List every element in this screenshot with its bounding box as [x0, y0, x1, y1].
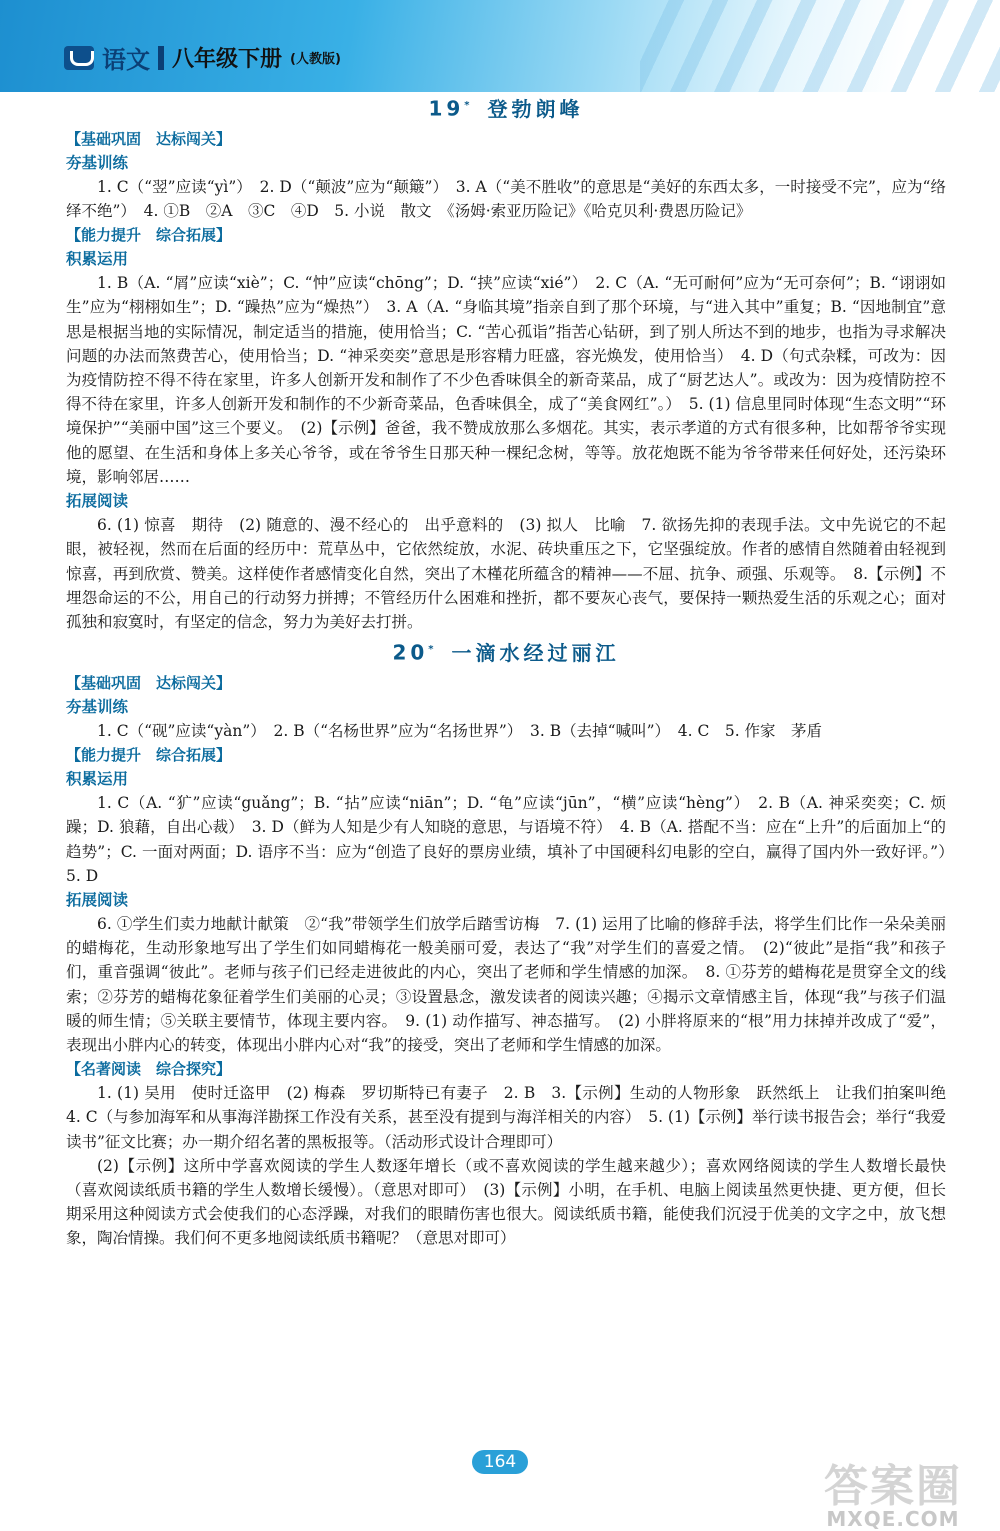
subsection-heading: 拓展阅读 [66, 492, 129, 511]
page-number: 164 [472, 1450, 528, 1474]
lesson-title [66, 94, 946, 121]
divider-bar [158, 46, 164, 70]
answer-paragraph: 6. ①学生们卖力地献计献策 ②“我”带领学生们放学后踏雪访梅 7. (1) 运用了比喻的修辞手法，将学生们比作一朵朵美丽的蜡梅花，生动形象地写出了学生们如同蜡梅花一般美丽可爱，表达了“我”对学生们的喜爱之情。 (2)“彼此”是指“我”和孩子们，重音强调“彼此”。老师与孩子们已经走进彼此的内心，突出了老师和学生情感的加深。 8. ①芬芳的蜡梅花是贯穿全文的线索；②芬芳的蜡梅花象征着学生们美丽的心灵；③设置悬念，激发读者的阅读兴趣；④揭示文章情感主旨，体现“我”与孩子们温暖的师生情；⑤关联主要情节，体现主要内容。 9. (1) 动作描写、神态描写。 (2) 小胖将原来的“根”用力抹掉并改成了“爱”，表现出小胖内心的转变，体现出小胖内心对“我”的接受，突出了老师和学生情感的加深。 [66, 914, 946, 1054]
subsection-heading: 夯基训练 [66, 153, 129, 172]
section-heading: 【基础巩固 达标闯关】 [66, 673, 232, 692]
answer-paragraph: 1. B（A. “屑”应读“xiè”；C. “忡”应读“chōng”；D. “挟”应读“xié”） 2. C（A. “无可耐何”应为“无可奈何”；B. “诩诩如生”应为“栩栩如生”；D. “躁热”应为“燥热”） 3. A（A. “身临其境”指亲自到了那个环境，与“进入其中”重复；B. “因地制宜”意思是根据当地的实际情况，制定适当的措施，使用恰当；C. “苦心孤诣”指苦心钻研，到了别人所达不到的地步，也指为寻求解决问题的办法而煞费苦心，使用恰当；D. “神采奕奕”意思是形容精力旺盛，容光焕发，使用恰当） 4. D（句式杂糅，可改为：因为疫情防控不得不待在家里，许多人创新开发和制作了不少色香味俱全的新奇菜品，成了“厨艺达人”。或改为：因为疫情防控不得不待在家里，许多人创新开发和制作的不少新奇菜品，色香味俱全，成了“美食网红”。） 5. (1) 信息里同时体现“生态文明”“环境保护”“美丽中国”这三个要义。 (2)【示例】爸爸，我不赞成放那么多烟花。其实，表示孝道的方式有很多种，比如帮爷爷实现他的愿望、在生活和身体上多关心爷爷，或在爷爷生日那天种一棵纪念树，等等。放花炮既不能为爷爷带来任何好处，还污染环境，影响邻居…… [66, 274, 946, 486]
lesson-number: 19 [428, 96, 465, 121]
lesson-star: * [428, 644, 438, 656]
watermark-url: MXQE.COM [826, 1507, 960, 1531]
answer-paragraph: 6. (1) 惊喜 期待 (2) 随意的、漫不经心的 出乎意料的 (3) 拟人 比喻 7. 欲扬先抑的表现手法。文中先说它的不起眼，被轻视，然而在后面的经历中：荒草丛中，它依然绽放，水泥、砖块重压之下，它坚强绽放。作者的感情自然随着由轻视到惊喜，再到欣赏、赞美。这样使作者感情变化自然，突出了木槿花所蕴含的精神——不屈、抗争、顽强、乐观等。 8.【示例】不埋怨命运的不公，用自己的行动努力拼搏；不管经历什么困难和挫折，都不要灰心丧气，要保持一颗热爱生活的乐观之心；面对孤独和寂寞时，有坚定的信念，努力为美好去打拼。 [66, 516, 946, 631]
section-heading: 【能力提升 综合拓展】 [66, 746, 232, 765]
subsection-heading: 积累运用 [66, 770, 129, 789]
subsection-heading: 夯基训练 [66, 697, 129, 716]
watermark-logo: 答案圈 [824, 1461, 962, 1512]
subsection-heading: 拓展阅读 [66, 890, 129, 909]
book-brand [64, 40, 341, 75]
answer-paragraph: 1. C（A. “犷”应读“guǎng”；B. “拈”应读“niān”；D. “龟”应读“jūn”，“横”应读“hèng”） 2. B（A. 神采奕奕；C. 烦躁；D. 狼藉，自出心裁） 3. D（鲜为人知是少有人知晓的意思，与语境不符） 4. B（A. 搭配不当：应在“上升”的后面加上“的趋势”；C. 一面对两面；D. 语序不当：应为“创造了良好的票房业绩，填补了中国硬科幻电影的空白，赢得了国内外一致好评。”） 5. D [66, 794, 962, 885]
section-heading: 【名著阅读 综合探究】 [66, 1060, 232, 1079]
section-heading: 【能力提升 综合拓展】 [66, 226, 232, 245]
lesson-name: 一滴水经过丽江 [451, 640, 620, 665]
page-header [0, 0, 1000, 92]
answer-paragraph: 1. C（“砚”应读“yàn”） 2. B（“名杨世界”应为“名扬世界”） 3. B（去掉“喊叫”） 4. C 5. 作家 茅盾 [97, 721, 823, 740]
answer-paragraph: 1. (1) 吴用 使时迁盗甲 (2) 梅森 罗切斯特已有妻子 2. B 3.【示例】生动的人物形象 跃然纸上 让我们拍案叫绝 4. C（与参加海军和从事海洋勘探工作没有关系，甚至没有提到与海洋相关的内容） 5. (1)【示例】举行读书报告会；举行“我爱读书”征文比赛；办一期介绍名著的黑板报等。（活动形式设计合理即可） [66, 1084, 962, 1151]
book-icon [64, 46, 94, 70]
section-heading: 【基础巩固 达标闯关】 [66, 129, 232, 148]
subsection-heading: 积累运用 [66, 250, 129, 269]
answer-content [66, 92, 962, 1251]
watermark [798, 1461, 988, 1531]
edition-label: (人教版) [290, 52, 341, 67]
lesson-title [66, 638, 946, 665]
answer-paragraph: 1. C（“翌”应读“yì”） 2. D（“颠波”应为“颠簸”） 3. A（“美不胜收”的意思是“美好的东西太多，一时接受不完”，应为“络绎不绝”） 4. ①B ②A ③C ④D 5. 小说 散文 《汤姆·索亚历险记》《哈克贝利·费恩历险记》 [66, 177, 946, 221]
lesson-number: 20 [392, 640, 429, 665]
subject-label: 语文 [102, 46, 150, 74]
answer-paragraph: (2)【示例】这所中学喜欢阅读的学生人数逐年增长（或不喜欢阅读的学生越来越少）；喜欢网络阅读的学生人数增长最快（喜欢阅读纸质书籍的学生人数增长缓慢）。（意思对即可） (3)【示例】小明，在手机、电脑上阅读虽然更快捷、更方便，但长期采用这种阅读方式会使我们的心态浮躁，对我们的眼睛伤害也很大。阅读纸质书籍，能使我们沉浸于优美的文字之中，放飞想象，陶冶情操。我们何不更多地阅读纸质书籍呢？（意思对即可） [66, 1156, 946, 1248]
grade-label: 八年级下册 [172, 47, 283, 72]
lesson-star: * [464, 100, 474, 111]
header-decoration [640, 0, 1000, 92]
lesson-name: 登勃朗峰 [487, 96, 584, 121]
